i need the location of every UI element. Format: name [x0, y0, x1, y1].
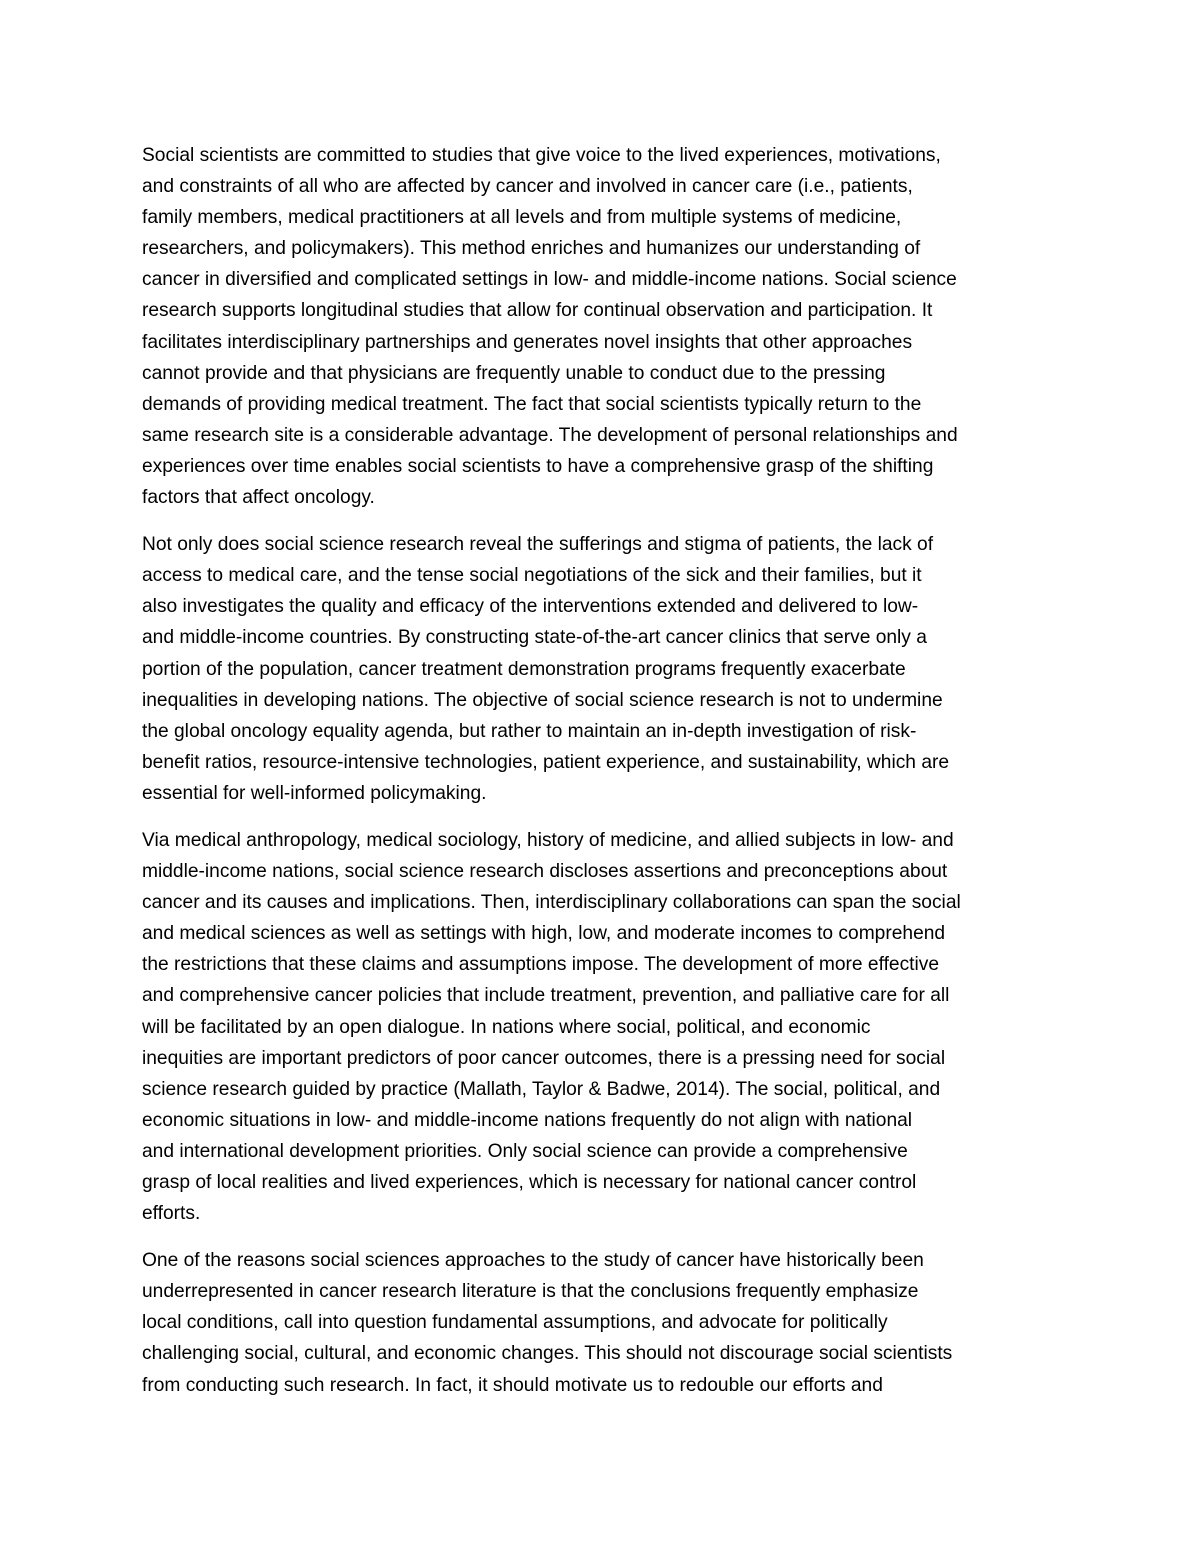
text-line: portion of the population, cancer treatment demonstration programs frequently exacerbate — [142, 658, 906, 680]
text-line: One of the reasons social sciences approaches to the study of cancer have historically been — [142, 1250, 924, 1272]
text-line: cannot provide and that physicians are frequently unable to conduct due to the pressing — [142, 362, 886, 384]
paragraph-4 — [142, 1245, 1057, 1400]
text-line: economic situations in low- and middle-income nations frequently do not align with national — [142, 1109, 913, 1131]
paragraph-3 — [142, 825, 1057, 1229]
text-line: benefit ratios, resource-intensive technologies, patient experience, and sustainability, which are — [142, 751, 950, 773]
text-line: Not only does social science research reveal the sufferings and stigma of patients, the lack of — [142, 534, 934, 556]
text-line: also investigates the quality and efficacy of the interventions extended and delivered to low- — [142, 596, 919, 618]
text-line: from conducting such research. In fact, it should motivate us to redouble our efforts and — [142, 1374, 883, 1396]
text-line: the restrictions that these claims and assumptions impose. The development of more effective — [142, 954, 940, 976]
text-line: and medical sciences as well as settings with high, low, and moderate incomes to comprehend — [142, 923, 946, 945]
text-line: and constraints of all who are affected by cancer and involved in cancer care (i.e., patients, — [142, 176, 913, 198]
text-line: and international development priorities. Only social science can provide a comprehensive — [142, 1140, 908, 1162]
text-line: Social scientists are committed to studies that give voice to the lived experiences, motivations, — [142, 145, 941, 166]
text-line: and comprehensive cancer policies that include treatment, prevention, and palliative care for all — [142, 985, 950, 1007]
text-line: research supports longitudinal studies that allow for continual observation and participation. It — [142, 300, 933, 322]
text-line: inequalities in developing nations. The objective of social science research is not to undermine — [142, 689, 943, 711]
text-line: same research site is a considerable advantage. The development of personal relationships and — [142, 424, 958, 446]
text-line: grasp of local realities and lived experiences, which is necessary for national cancer control — [142, 1172, 917, 1193]
text-line: cancer in diversified and complicated settings in low- and middle-income nations. Social science — [142, 269, 957, 291]
text-line: researchers, and policymakers). This method enriches and humanizes our understanding of — [142, 238, 921, 260]
text-line: factors that affect oncology. — [142, 487, 375, 509]
text-line: science research guided by practice (Mallath, Taylor & Badwe, 2014). The social, political, and — [142, 1078, 941, 1100]
text-line: experiences over time enables social scientists to have a comprehensive grasp of the shifting — [142, 455, 934, 477]
document-body — [142, 140, 1057, 1417]
text-line: middle-income nations, social science research discloses assertions and preconceptions about — [142, 861, 948, 883]
text-line: essential for well-informed policymaking. — [142, 782, 487, 804]
text-line: efforts. — [142, 1203, 201, 1225]
text-line: will be facilitated by an open dialogue. In nations where social, political, and economic — [142, 1016, 871, 1038]
text-line: family members, medical practitioners at all levels and from multiple systems of medicine, — [142, 207, 902, 229]
text-line: access to medical care, and the tense social negotiations of the sick and their families, but it — [142, 565, 922, 587]
text-line: facilitates interdisciplinary partnerships and generates novel insights that other approaches — [142, 331, 913, 353]
paragraph-2 — [142, 529, 1057, 809]
text-line: cancer and its causes and implications. Then, interdisciplinary collaborations can span the social — [142, 892, 961, 914]
text-line: demands of providing medical treatment. The fact that social scientists typically return to the — [142, 393, 922, 415]
text-line: and middle-income countries. By constructing state-of-the-art cancer clinics that serve only a — [142, 627, 927, 649]
text-line: local conditions, call into question fundamental assumptions, and advocate for politically — [142, 1312, 888, 1334]
text-line: Via medical anthropology, medical sociology, history of medicine, and allied subjects in low- and — [142, 829, 954, 851]
paragraph-1 — [142, 140, 1057, 513]
text-line: challenging social, cultural, and economic changes. This should not discourage social scientists — [142, 1343, 953, 1365]
text-line: the global oncology equality agenda, but rather to maintain an in-depth investigation of risk- — [142, 720, 917, 742]
text-line: inequities are important predictors of poor cancer outcomes, there is a pressing need for social — [142, 1047, 946, 1069]
text-line: underrepresented in cancer research literature is that the conclusions frequently emphasize — [142, 1281, 919, 1303]
